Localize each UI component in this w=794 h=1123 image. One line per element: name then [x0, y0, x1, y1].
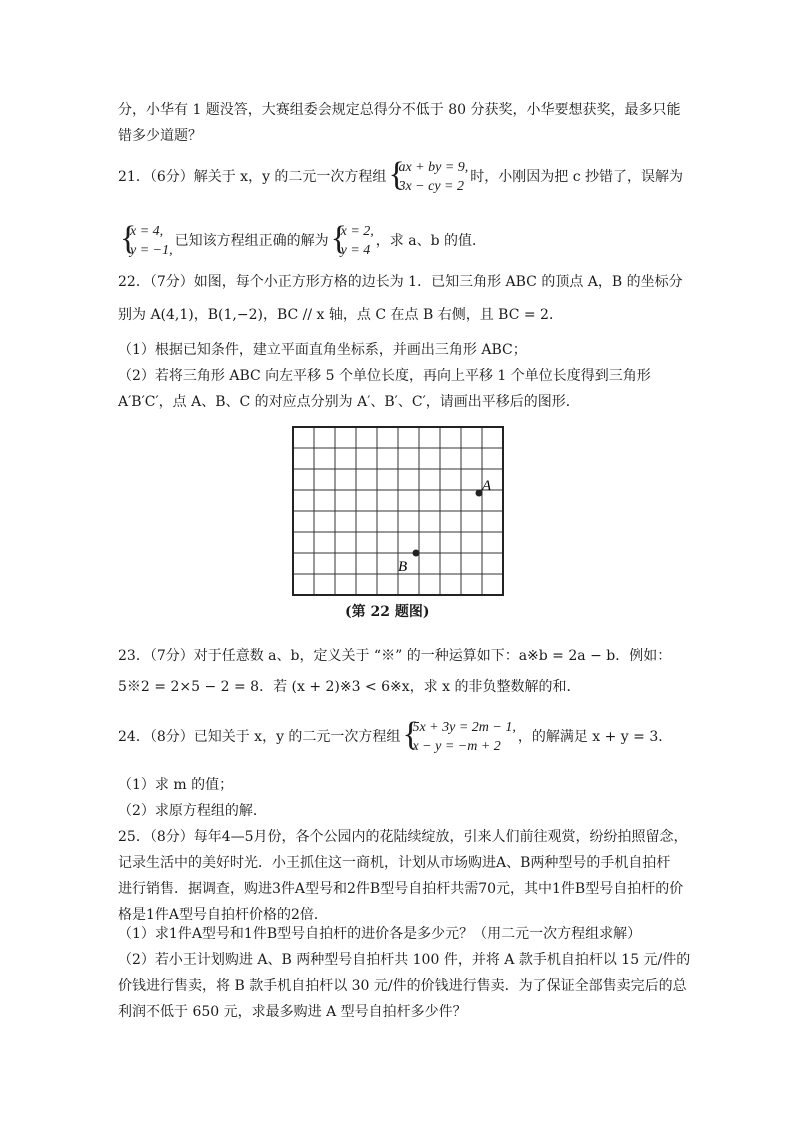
- q20-line1: 分，小华有 1 题没答，大赛组委会规定总得分不低于 80 分获奖，小华要想获奖，最多只能: [118, 102, 681, 118]
- q23-line2: 5※2 = 2×5 − 2 = 8．若 (x + 2)※3 < 6※x，求 x 的非负整数解的和．: [118, 679, 581, 695]
- q21-wrong-solution: { x = 4, y = −1,: [120, 220, 173, 258]
- q22-q1: （1）根据已知条件，建立平面直角坐标系，并画出三角形 ABC；: [118, 342, 527, 358]
- q25-q1: （1）求1件A型号和1件B型号自拍杆的进价各是多少元？（用二元一次方程组求解）: [118, 926, 642, 942]
- q21-correct-y: y = 4: [340, 243, 371, 258]
- q24-prefix: 24．（8分）已知关于 x，y 的二元一次方程组: [118, 729, 401, 745]
- q24-eq2: x − y = −m + 2: [412, 739, 501, 754]
- q22-q2a: （2）若将三角形 ABC 向左平移 5 个单位长度，再向上平移 1 个单位长度得到三角形: [118, 368, 651, 384]
- q21-equation-system: { ax + by = 9, 3x − cy = 2: [388, 156, 469, 194]
- point-a-label: A: [482, 478, 492, 494]
- q22-q2b: A′B′C′，点 A、B、C 的对应点分别为 A′、B′、C′，请画出平移后的图形．: [118, 394, 580, 410]
- q25-q2a: （2）若小王计划购进 A、B 两种型号自拍杆共 100 件，并将 A 款手机自拍杆以 15 元/件的: [118, 952, 691, 968]
- q21-suffix: 时，小刚因为把 c 抄错了，误解为: [470, 169, 684, 185]
- q25-q2b: 价钱进行售卖，将 B 款手机自拍杆以 30 元/件的价钱进行售卖．为了保证全部售卖完后的总: [118, 978, 687, 994]
- q25-line2: 记录生活中的美好时光．小王抓住这一商机，计划从市场购进A、B两种型号的手机自拍杆: [118, 855, 671, 871]
- q21-line1: [118, 158, 683, 196]
- q25-line1: 25．（8分）每年4—5月份，各个公园内的花陆续绽放，引来人们前往观赏，纷纷拍照留念，: [118, 829, 688, 845]
- q21-eq2: 3x − cy = 2: [398, 179, 464, 194]
- q21-end: ，求 a、b 的值．: [375, 233, 486, 249]
- q24-q2: （2）求原方程组的解．: [118, 803, 267, 819]
- q20-line2: 错多少道题？: [118, 128, 202, 144]
- q25-line3: 进行销售．据调查，购进3件A型号和2件B型号自拍杆共需70元，其中1件B型号自拍杆的价: [118, 881, 684, 897]
- q25-q2c: 利润不低于 650 元，求最多购进 A 型号自拍杆多少件？: [118, 1004, 467, 1020]
- q24-line1: [118, 718, 672, 756]
- q21-middle: 已知该方程组正确的解为: [174, 233, 329, 249]
- q23-line1: 23．（7分）对于任意数 a、b，定义关于 “※” 的一种运算如下：a※b = 2a − b．例如：: [118, 648, 672, 664]
- q21-prefix: 21．（6分）解关于 x，y 的二元一次方程组: [118, 169, 387, 185]
- q21-line2: [118, 222, 486, 260]
- q22-line1: 22．（7分）如图，每个小正方形方格的边长为 1．已知三角形 ABC 的顶点 A，B 的坐标分: [118, 274, 683, 290]
- point-b-dot: [413, 550, 420, 557]
- q24-equation-system: { 5x + 3y = 2m − 1, x − y = −m + 2: [402, 716, 516, 754]
- q22-grid-figure: [290, 424, 506, 600]
- q21-eq1: ax + by = 9,: [398, 160, 469, 175]
- q21-wrong-y: y = −1,: [130, 243, 173, 258]
- q24-q1: （1）求 m 的值；: [118, 777, 234, 793]
- point-b-label: B: [398, 559, 408, 575]
- q21-correct-solution: { x = 2, y = 4: [330, 220, 374, 258]
- q24-eq1: 5x + 3y = 2m − 1,: [412, 720, 516, 735]
- q21-correct-x: x = 2,: [340, 224, 374, 239]
- q22-line2: 别为 A(4,1)，B(1,−2)，BC // x 轴，点 C 在点 B 右侧，且 BC = 2．: [118, 307, 563, 323]
- q25-line4: 格是1件A型号自拍杆价格的2倍．: [118, 907, 328, 923]
- q24-suffix: ，的解满足 x + y = 3．: [517, 729, 673, 745]
- q21-wrong-x: x = 4,: [130, 224, 164, 239]
- figure-caption: (第 22 题图): [345, 604, 430, 620]
